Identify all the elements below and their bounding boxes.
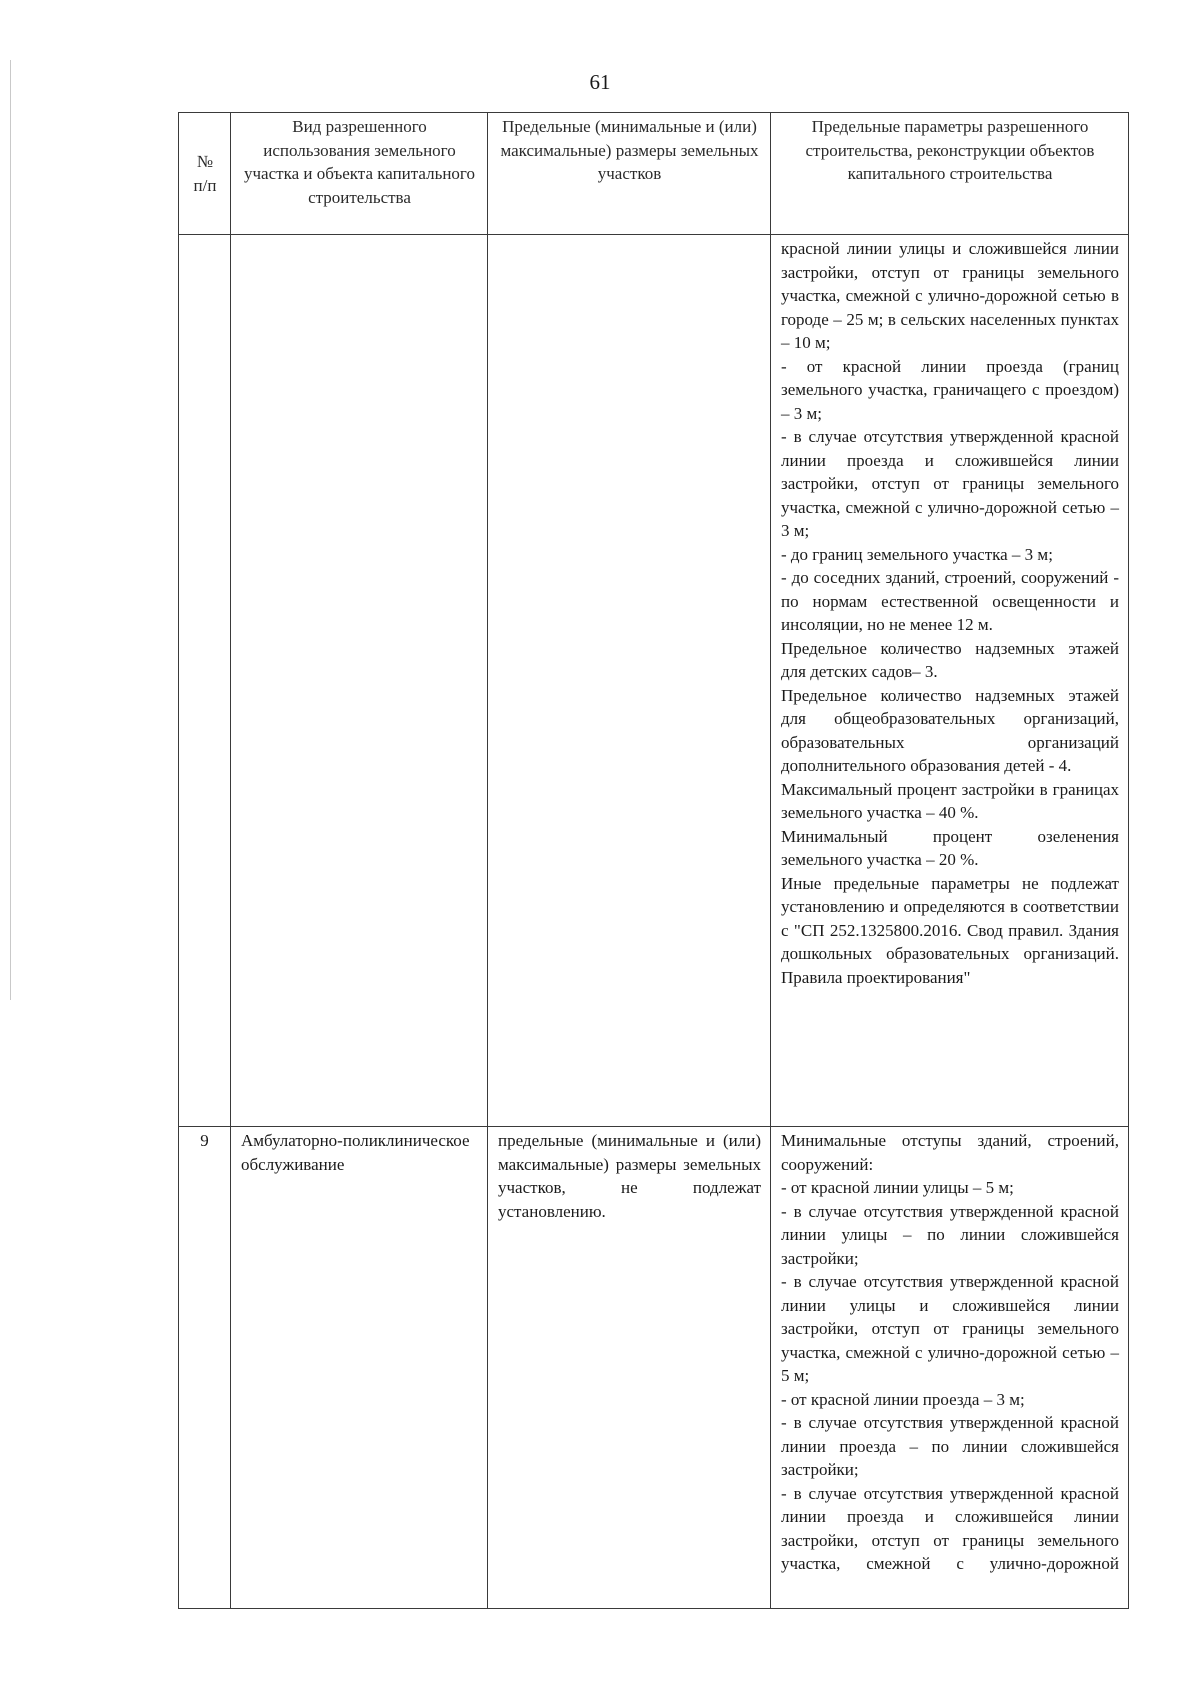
header-build-params: Предельные параметры разрешенного строительства, реконструкции объектов капитального строительства bbox=[771, 113, 1129, 235]
param-text: Максимальный процент застройки в границах земельного участка – 40 %. bbox=[781, 779, 1119, 822]
param-text: Минимальные отступы зданий, строений, сооружений: bbox=[781, 1131, 1119, 1174]
param-text: - в случае отсутствия утвержденной красной линии проезда и сложившейся линии застройки, отступ от границы земельного участка, смежной с улично-дорожной bbox=[781, 1483, 1119, 1573]
header-number: № п/п bbox=[179, 113, 231, 235]
param-text: - в случае отсутствия утвержденной красной линии проезда – по линии сложившейся застройки; bbox=[781, 1413, 1119, 1479]
header-plot-sizes: Предельные (минимальные и (или) максимальные) размеры земельных участков bbox=[488, 113, 771, 235]
param-text: - от красной линии проезда – 3 м; bbox=[781, 1389, 1025, 1409]
param-text: Минимальный процент озеленения земельного участка – 20 %. bbox=[781, 826, 1119, 869]
zoning-parameters-table bbox=[178, 112, 1129, 1609]
param-text: - от красной линии проезда (границ земельного участка, граничащего с проездом) – 3 м; bbox=[781, 356, 1119, 423]
param-text: Предельное количество надземных этажей для общеобразовательных организаций, образовательных организаций дополнительного образования детей - 4. bbox=[781, 685, 1119, 775]
cell-use-type-empty bbox=[231, 235, 488, 1127]
header-use-type: Вид разрешенного использования земельного участка и объекта капитального строительства bbox=[231, 113, 488, 235]
cell-build-params bbox=[771, 235, 1129, 1127]
cell-sizes-empty bbox=[488, 235, 771, 1127]
param-text: Иные предельные параметры не подлежат установлению и определяются в соответствии с "СП 252.1325800.2016. Свод правил. Здания дошкольных образовательных организаций. Правила проектирования" bbox=[781, 873, 1119, 987]
cell-plot-sizes: предельные (минимальные и (или) максимальные) размеры земельных участков, не подлежат установлению. bbox=[488, 1127, 771, 1609]
param-text: - в случае отсутствия утвержденной красной линии проезда и сложившейся линии застройки, отступ от границы земельного участка, смежной с улично-дорожной сетью – 3 м; bbox=[781, 427, 1119, 540]
cell-number-empty bbox=[179, 235, 231, 1127]
param-text: - до границ земельного участка – 3 м; bbox=[781, 544, 1053, 564]
page-number: 61 bbox=[589, 70, 611, 94]
table-row bbox=[179, 1127, 1129, 1609]
cell-use-type: Амбулаторно-поликлиническое обслуживание bbox=[231, 1127, 488, 1609]
param-text: - в случае отсутствия утвержденной красной линии улицы – по линии сложившейся застройки; bbox=[781, 1201, 1119, 1268]
table-row bbox=[179, 235, 1129, 1127]
cell-number: 9 bbox=[179, 1127, 231, 1609]
param-text: Предельное количество надземных этажей для детских садов– 3. bbox=[781, 638, 1119, 681]
param-text: - до соседних зданий, строений, сооружений - по нормам естественной освещенности и инсоляции, но не менее 12 м. bbox=[781, 568, 1119, 634]
param-text: красной линии улицы и сложившейся линии застройки, отступ от границы земельного участка, смежной с улично-дорожной сетью в городе – 25 м; в сельских населенных пунктах – 10 м; bbox=[781, 239, 1119, 352]
table-header-row bbox=[179, 113, 1129, 235]
scan-edge-line bbox=[10, 60, 11, 1000]
param-text: - от красной линии улицы – 5 м; bbox=[781, 1178, 1014, 1197]
cell-build-params bbox=[771, 1127, 1129, 1609]
param-text: - в случае отсутствия утвержденной красной линии улицы и сложившейся линии застройки, отступ от границы земельного участка, смежной с улично-дорожной сетью – 5 м; bbox=[781, 1272, 1119, 1385]
